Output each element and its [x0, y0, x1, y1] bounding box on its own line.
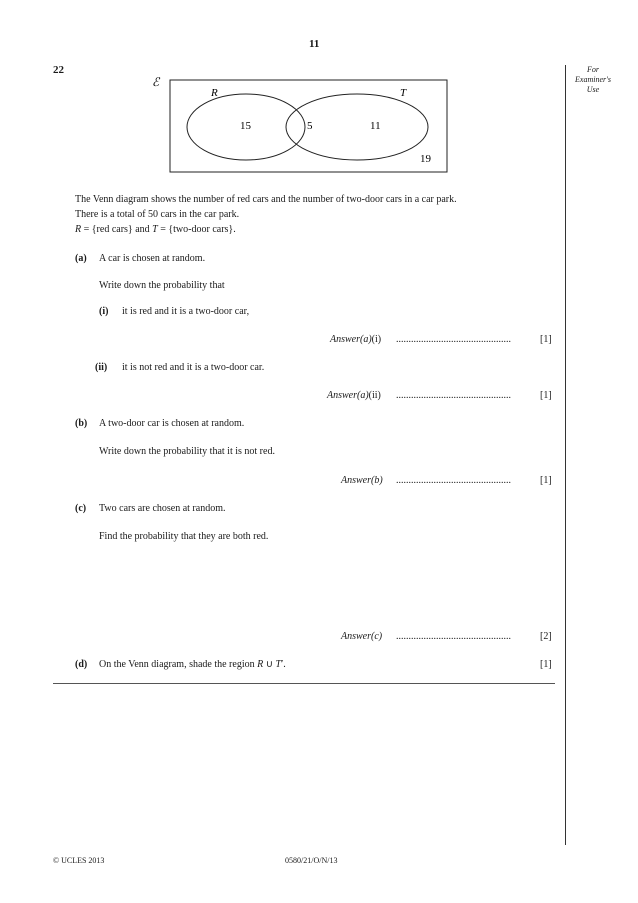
answer-b-line[interactable]: .............................................. — [396, 475, 511, 486]
intro-line-1: The Venn diagram shows the number of red cars and the number of two-door cars in a car park. — [75, 194, 457, 205]
part-d-marks: [1] — [540, 659, 552, 670]
part-a-text: A car is chosen at random. — [99, 253, 206, 264]
universal-set-symbol: ℰ — [152, 75, 160, 89]
part-a-ii-label: (ii) — [95, 362, 108, 373]
answer-a-ii-marks: [1] — [540, 390, 552, 401]
part-a-i-text: it is red and it is a two-door car, — [122, 306, 250, 317]
answer-a-ii-line[interactable]: .............................................. — [396, 390, 511, 401]
answer-a-ii — [327, 390, 381, 401]
part-d-text-before: On the Venn diagram, shade the region — [99, 659, 258, 670]
intro-line-2: There is a total of 50 cars in the car park. — [75, 209, 240, 220]
part-c-text: Two cars are chosen at random. — [99, 503, 226, 514]
question-end-rule — [53, 683, 555, 684]
question-number: 22 — [53, 64, 64, 76]
both-count: 5 — [307, 120, 313, 132]
answer-a-i-marks: [1] — [540, 334, 552, 345]
answer-a-i-line[interactable]: .............................................. — [396, 334, 511, 345]
part-b-text: A two-door car is chosen at random. — [99, 418, 245, 429]
only-t-count: 11 — [370, 120, 381, 132]
part-b-instruction: Write down the probability that it is not red. — [99, 446, 275, 457]
footer-copyright: © UCLES 2013 — [53, 856, 105, 865]
outside-count: 19 — [420, 153, 431, 165]
page-number: 11 — [309, 38, 320, 50]
part-d-union-symbol: ∪ — [263, 659, 276, 670]
part-a-instruction: Write down the probability that — [99, 280, 225, 291]
part-d-label: (d) — [75, 659, 88, 670]
venn-diagram — [0, 0, 638, 200]
examiner-line-3: Use — [586, 85, 600, 94]
set-r-label: R — [211, 87, 218, 99]
answer-c-line[interactable]: .............................................. — [396, 631, 511, 642]
set-t-label: T — [400, 87, 407, 99]
part-d-prime: ′. — [281, 659, 286, 670]
intro-r-symbol: R — [75, 224, 82, 235]
footer-paper-code: 0580/21/O/N/13 — [285, 856, 338, 865]
part-c-label: (c) — [75, 503, 87, 514]
part-d-text — [99, 659, 286, 670]
answer-c-marks: [2] — [540, 631, 552, 642]
answer-a-i — [330, 334, 381, 345]
answer-b-marks: [1] — [540, 475, 552, 486]
intro-line-3 — [75, 224, 236, 235]
examiner-line-1: For — [587, 65, 599, 74]
answer-a-ii-label: Answer(a) — [327, 390, 369, 401]
part-b-label: (b) — [75, 418, 88, 429]
answer-b-label: Answer(b) — [341, 475, 383, 486]
intro-t-symbol: T — [152, 224, 158, 235]
answer-a-ii-suffix: (ii) — [368, 390, 381, 401]
part-d-t-symbol: T — [275, 659, 282, 670]
intro-t-definition: = {two-door cars}. — [157, 224, 236, 235]
part-d-r-symbol: R — [257, 659, 264, 670]
intro-r-definition: = {red cars} and — [81, 224, 153, 235]
part-a-label: (a) — [75, 253, 87, 264]
only-r-count: 15 — [240, 120, 251, 132]
answer-c-label: Answer(c) — [341, 631, 383, 642]
examiner-line-2: Examiner's — [575, 75, 611, 84]
answer-a-i-suffix: (i) — [371, 334, 382, 345]
part-a-ii-text: it is not red and it is a two-door car. — [122, 362, 265, 373]
answer-a-i-label: Answer(a) — [330, 334, 372, 345]
part-c-instruction: Find the probability that they are both red. — [99, 531, 269, 542]
part-a-i-label: (i) — [99, 306, 109, 317]
